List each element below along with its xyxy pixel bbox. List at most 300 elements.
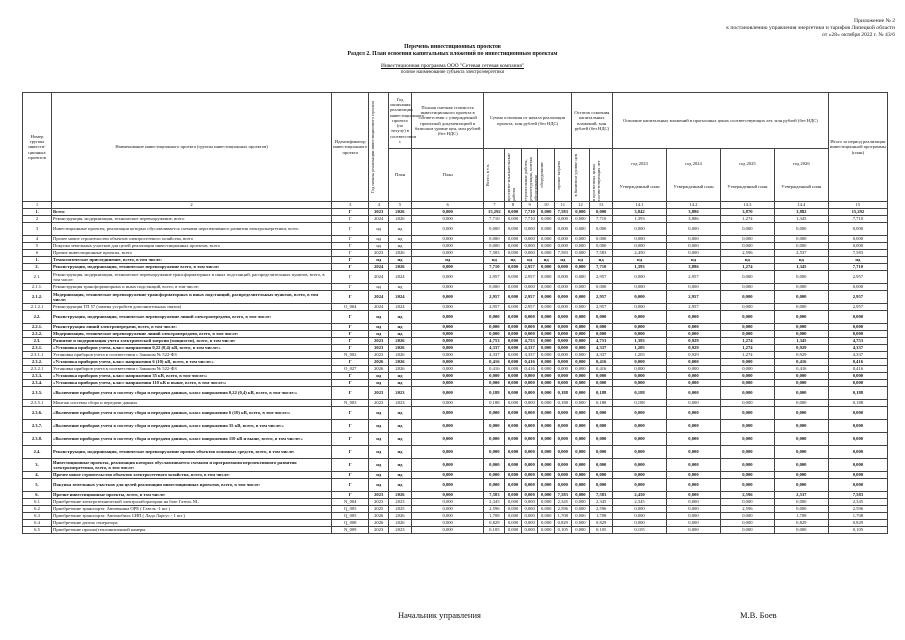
row-cell: 0,829 [484,520,505,527]
row-cell: 0,000 [555,433,572,446]
row-cell: 0,000 [828,479,887,492]
table-row [23,387,888,400]
row-cell: 0,000 [538,380,555,387]
row-cell: 1,708 [774,513,828,520]
row-cell: 0,188 [613,387,667,400]
row-cell: 0,000 [667,407,721,420]
row-cell: 2,345 [828,499,887,506]
row-project-name: Технологическое присоединение, всего, в том числе: [52,257,332,264]
row-cell: 0,000 [667,506,721,513]
row-cell: Г [332,250,369,257]
row-cell: 0,416 [590,366,613,373]
row-cell: 0,000 [571,345,590,352]
row-cell: 0,000 [538,373,555,380]
row-cell: 2024 [389,291,412,304]
row-cell: нд [667,257,721,264]
row-cell: 0,000 [411,446,484,459]
row-cell: 0,000 [521,373,538,380]
column-number: 3 [332,202,369,209]
row-cell: Q_005 [332,513,369,520]
row-cell: 7,583 [555,209,572,216]
row-number: 6. [23,492,52,499]
row-cell: 7,583 [828,250,887,257]
row-number: 2.4. [23,446,52,459]
row-cell: 0,929 [667,352,721,359]
row-cell: 1,393 [613,264,667,271]
row-cell: 0,000 [613,291,667,304]
row-cell: 0,000 [411,407,484,420]
row-cell: 0,000 [411,472,484,479]
row-cell: 0,188 [613,400,667,407]
row-cell: 0,000 [571,209,590,216]
row-cell: 0,000 [538,311,555,324]
row-project-name: Инвестиционные проекты, реализация которых обуславливается схемами и программами перспективного развития электроэнергетики, всего, в том числе: [52,459,332,472]
column-number: 14.4 [774,202,828,209]
row-cell: 7,583 [555,250,572,257]
column-numbers-row [23,202,888,209]
row-cell: 2026 [369,359,389,366]
row-cell: 0,000 [571,506,590,513]
row-number: 2.3.5. [23,387,52,400]
row-cell: 2026 [369,366,389,373]
row-cell: 0,000 [484,433,505,446]
row-cell: 0,000 [720,359,774,366]
row-cell: 2026 [389,513,412,520]
table-row [23,513,888,520]
column-number: 13 [590,202,613,209]
row-cell: Q_005 [332,506,369,513]
row-cell: 0,000 [411,506,484,513]
row-cell: 0,105 [555,527,572,534]
row-cell: 0,000 [505,311,522,324]
row-cell: 2023 [369,345,389,352]
row-cell: Q_008 [332,520,369,527]
row-project-name: Развитие и модернизация учета электрической энергии (мощности), всего, в том числе: [52,338,332,345]
row-cell: 0,000 [828,420,887,433]
row-cell: 0,000 [505,366,522,373]
row-cell: 0,000 [411,216,484,223]
row-cell: 7,583 [484,250,505,257]
col-header-base-prices: в базисном уровне цен [571,149,590,202]
row-cell: 0,000 [828,243,887,250]
row-cell: 0,000 [538,520,555,527]
row-project-name: Модернизация, техническое перевооружение линий электропередачи, всего, в том числе: [52,331,332,338]
row-number: 6.4 [23,520,52,527]
row-cell: 0,000 [613,223,667,236]
row-cell: 0,000 [555,223,572,236]
row-cell: 0,000 [521,407,538,420]
row-cell: Г [332,345,369,352]
row-cell: нд [389,324,412,331]
col-header-start-year: Год начала реализации инвестиционного проекта [369,93,389,202]
row-cell: нд [369,284,389,291]
row-number: 2.3.5.1 [23,400,52,407]
row-cell: 2,345 [555,499,572,506]
row-cell: 2024 [369,304,389,311]
row-cell: 0,000 [555,373,572,380]
col-header-end-plan: План [389,149,412,202]
document-title: Перечень инвестиционных проектов [404,44,501,50]
row-project-name: Реконструкция, модернизация, техническое перевооружение прочих объектов основных средств, всего, в том числе: [52,446,332,459]
row-cell: 0,000 [411,223,484,236]
row-cell: 0,000 [613,236,667,243]
row-cell: нд [389,311,412,324]
row-cell: 0,000 [667,527,721,534]
row-cell: 4,753 [521,338,538,345]
row-cell: Г [332,459,369,472]
row-cell: 7,583 [555,492,572,499]
row-cell: 2026 [369,520,389,527]
row-cell: 0,000 [571,366,590,373]
row-cell: нд [389,236,412,243]
row-cell: 2,957 [484,304,505,311]
row-cell: 0,000 [538,387,555,400]
table-row [23,243,888,250]
row-cell: Г [332,257,369,264]
row-cell: 0,000 [774,400,828,407]
row-cell: 0,000 [505,387,522,400]
row-cell: нд [571,257,590,264]
row-cell: 0,000 [613,520,667,527]
row-cell: 0,416 [590,359,613,366]
row-cell: 0,000 [521,236,538,243]
table-row [23,446,888,459]
row-cell: 4,337 [828,352,887,359]
row-cell: 0,000 [571,311,590,324]
row-cell: 0,000 [571,338,590,345]
row-cell: Г [332,223,369,236]
row-cell: 2,957 [590,304,613,311]
row-cell: 2,345 [484,499,505,506]
row-project-name: Покупка земельных участков для целей реализации инвестиционных проектов, всего [52,243,332,250]
col-header-identifier: Идентификатор инвестиционного проекта [332,93,369,202]
row-cell: 2026 [389,209,412,216]
row-cell: 0,000 [505,400,522,407]
row-cell: 2023 [389,499,412,506]
row-cell: 0,000 [555,291,572,304]
row-cell: 0,000 [538,345,555,352]
row-cell: 0,000 [484,331,505,338]
table-row [23,359,888,366]
row-cell: 0,000 [484,446,505,459]
col-header-end-year: Год окончания реализации инвестиционного проекта (по титулу) в соответствии с [389,93,412,149]
program-name: Инвестиционная программа ООО "Сетевая сетевая компания" [380,63,525,69]
row-cell: 2,957 [521,264,538,271]
row-cell: 0,000 [521,311,538,324]
row-cell: Г [332,338,369,345]
row-cell: 0,000 [571,492,590,499]
row-cell: О_027 [332,366,369,373]
row-cell: 3,886 [667,209,721,216]
row-cell: 0,000 [590,459,613,472]
row-cell: 0,000 [590,446,613,459]
row-cell: 0,000 [613,304,667,311]
table-row [23,492,888,499]
row-cell: 0,000 [538,250,555,257]
row-cell: 0,000 [571,352,590,359]
table-row [23,250,888,257]
row-cell: 0,000 [505,373,522,380]
table-row [23,345,888,352]
row-cell: 0,000 [571,243,590,250]
row-cell: 0,000 [828,311,887,324]
row-cell: 2,596 [720,250,774,257]
row-cell: 0,000 [555,380,572,387]
row-cell: 0,105 [613,527,667,534]
row-cell: 4,337 [590,352,613,359]
row-cell: 1,345 [774,216,828,223]
row-cell: 0,000 [590,223,613,236]
row-cell: 0,000 [505,250,522,257]
row-cell: 0,000 [590,243,613,250]
row-cell: 0,829 [555,520,572,527]
row-cell: 0,000 [538,499,555,506]
row-cell: 0,000 [555,359,572,366]
row-number: 2.2.1. [23,324,52,331]
row-cell: Г [332,472,369,479]
row-cell: 0,000 [667,513,721,520]
row-cell: 0,829 [590,520,613,527]
row-cell: 0,000 [613,407,667,420]
row-cell: 0,188 [828,400,887,407]
row-cell: 0,000 [411,311,484,324]
row-cell: 0,000 [571,400,590,407]
row-cell: нд [389,433,412,446]
row-cell: 1,345 [774,338,828,345]
row-cell: 0,000 [667,446,721,459]
row-cell: 0,000 [484,311,505,324]
row-cell: 2,345 [613,499,667,506]
row-cell: 0,000 [613,324,667,331]
row-cell: 0,000 [774,506,828,513]
row-cell: 0,000 [411,527,484,534]
row-cell: 0,000 [667,331,721,338]
row-cell: 0,000 [521,420,538,433]
row-cell: 0,416 [484,359,505,366]
row-cell: 0,000 [521,223,538,236]
row-cell: нд [389,243,412,250]
row-cell: 0,000 [505,338,522,345]
row-number: 2.2.2. [23,331,52,338]
row-cell: 0,000 [613,472,667,479]
row-cell: 0,000 [571,407,590,420]
row-project-name: Реконструкция, модернизация, техническое перевооружение линий электропередачи, всего, в том числе: [52,311,332,324]
row-cell: 0,000 [411,291,484,304]
row-cell: 0,000 [571,373,590,380]
row-cell: 0,000 [505,209,522,216]
row-cell: 0,000 [411,420,484,433]
row-cell: 0,000 [667,236,721,243]
row-cell: 3,842 [613,209,667,216]
row-cell: 0,188 [590,400,613,407]
row-cell: 0,000 [411,520,484,527]
row-cell: 0,000 [555,216,572,223]
row-project-name: «Установка приборов учета, класс напряжения 0,22 (0,4) кВ, всего, в том числе:» [52,345,332,352]
row-cell: Г [332,324,369,331]
row-cell: 0,000 [720,380,774,387]
row-cell: 0,000 [521,331,538,338]
row-cell: 0,000 [774,387,828,400]
row-cell: 0,000 [590,324,613,331]
column-number: 8 [505,202,522,209]
row-number: 5. [23,479,52,492]
row-cell: 0,000 [613,479,667,492]
row-cell: 0,000 [505,345,522,352]
row-cell: 0,000 [411,304,484,311]
row-cell: 0,000 [505,324,522,331]
row-cell: 0,000 [505,304,522,311]
row-cell: 0,000 [590,472,613,479]
row-cell: нд [389,257,412,264]
row-cell: 0,000 [590,407,613,420]
row-cell: 0,000 [720,499,774,506]
row-cell: 0,000 [720,420,774,433]
row-number: 6.1 [23,499,52,506]
row-cell: 0,000 [505,243,522,250]
signature-position: Начальник управления [398,610,481,620]
row-cell: 0,000 [521,520,538,527]
row-cell: 0,000 [667,284,721,291]
row-cell: 0,000 [571,284,590,291]
row-number: 2.3.3. [23,373,52,380]
row-cell: 2026 [389,359,412,366]
table-row [23,338,888,345]
col-header-year-2025: год 2025 Утвержденный план [720,149,774,202]
row-cell: 1,708 [590,513,613,520]
row-cell: 0,000 [411,373,484,380]
row-project-name: Приобретение дизель генератора [52,520,332,527]
row-cell: 0,000 [667,520,721,527]
row-cell: 0,000 [667,311,721,324]
row-cell: 0,000 [613,446,667,459]
row-cell: 2,957 [521,291,538,304]
row-cell: нд [369,331,389,338]
row-cell: Г [332,291,369,304]
row-cell: 0,000 [521,243,538,250]
row-cell: 0,000 [590,236,613,243]
table-row [23,400,888,407]
row-cell: 0,188 [590,387,613,400]
row-cell: 1,274 [720,338,774,345]
row-cell: 0,000 [720,387,774,400]
row-cell: 0,000 [411,499,484,506]
row-cell: 0,000 [411,513,484,520]
row-project-name: Приобретение электротехнической электролаборатории на базе Газель NL [52,499,332,506]
row-cell: 0,000 [411,366,484,373]
row-cell: 0,416 [774,359,828,366]
row-cell: 0,000 [505,236,522,243]
row-cell: 0,000 [828,446,887,459]
row-cell: 1,274 [720,345,774,352]
row-number: 2.1.2.1 [23,304,52,311]
row-cell: 2024 [369,264,389,271]
table-row [23,380,888,387]
appendix-resolution: к постановлению управления энергетики и тарифов Липецкой области [726,25,895,31]
row-cell: нд [389,373,412,380]
program-caption: полное наименование субъекта электроэнергетики [400,70,505,75]
row-cell: нд [389,420,412,433]
row-project-name: Монтаж системы сбора и передачи данных [52,400,332,407]
row-cell: 0,000 [590,311,613,324]
row-cell: 0,000 [774,499,828,506]
row-cell: 0,000 [720,472,774,479]
row-cell: 0,000 [555,472,572,479]
row-cell: 0,000 [555,459,572,472]
table-row [23,472,888,479]
row-cell: 0,000 [667,359,721,366]
row-cell: 0,000 [555,446,572,459]
row-cell: 0,000 [555,284,572,291]
row-cell: 0,000 [571,387,590,400]
row-cell: 0,000 [613,420,667,433]
row-cell: 0,000 [590,284,613,291]
row-cell: 0,000 [521,250,538,257]
section-title: Раздел 2. План освоения капитальных вложений по инвестиционным проектам [347,51,558,57]
row-cell: 0,000 [555,324,572,331]
row-cell: 7,710 [484,264,505,271]
row-project-name: «Включение приборов учета в систему сбора и передачи данных, класс напряжения 110 кВ и выше, всего, в том числе:» [52,433,332,446]
row-cell: Г [332,433,369,446]
row-cell: 0,000 [521,446,538,459]
column-number: 14.1 [613,202,667,209]
row-number: 4. [23,472,52,479]
row-cell: 0,000 [571,236,590,243]
row-cell: нд [369,380,389,387]
row-cell: 0,000 [521,284,538,291]
row-cell: 0,000 [538,420,555,433]
row-cell: нд [369,446,389,459]
row-cell: Г [332,446,369,459]
row-cell: Г [332,420,369,433]
row-number: 2.3.4. [23,380,52,387]
row-cell: 7,583 [590,250,613,257]
row-cell: 0,000 [590,479,613,492]
col-header-full-cost: Полная сметная стоимость инвестиционного проекта в соответствии с утвержденной проектной документацией в базисном уровне цен, млн рублей (без НДС) [411,93,484,149]
row-cell: N_009 [332,527,369,534]
row-cell: 0,105 [590,527,613,534]
table-row [23,407,888,420]
row-cell: 0,000 [720,291,774,304]
row-cell: нд [389,223,412,236]
column-number: 14.3 [720,202,774,209]
row-cell: 0,000 [590,373,613,380]
table-row [23,499,888,506]
row-cell: 0,000 [411,352,484,359]
row-number: 2.3.8. [23,433,52,446]
row-cell: 2026 [369,513,389,520]
row-cell: 0,000 [411,459,484,472]
row-cell: 1,393 [613,216,667,223]
row-cell: 0,000 [484,373,505,380]
row-project-name: «Включение приборов учета в систему сбора и передачи данных, класс напряжения 6 (10) кВ, всего, в том числе:» [52,407,332,420]
row-cell: 2025 [369,506,389,513]
row-cell: 0,000 [720,479,774,492]
row-cell: 2,596 [590,506,613,513]
row-cell: 0,000 [521,527,538,534]
row-cell: 1,274 [720,216,774,223]
row-cell: 4,753 [590,338,613,345]
table-row [23,527,888,534]
row-cell: Г [332,243,369,250]
row-cell: 0,000 [571,291,590,304]
row-cell: 2026 [389,338,412,345]
row-cell: Г [332,284,369,291]
row-cell: 0,000 [411,209,484,216]
table-row [23,209,888,216]
row-cell: 0,000 [571,324,590,331]
row-cell: 7,710 [521,209,538,216]
row-cell: 0,416 [521,366,538,373]
